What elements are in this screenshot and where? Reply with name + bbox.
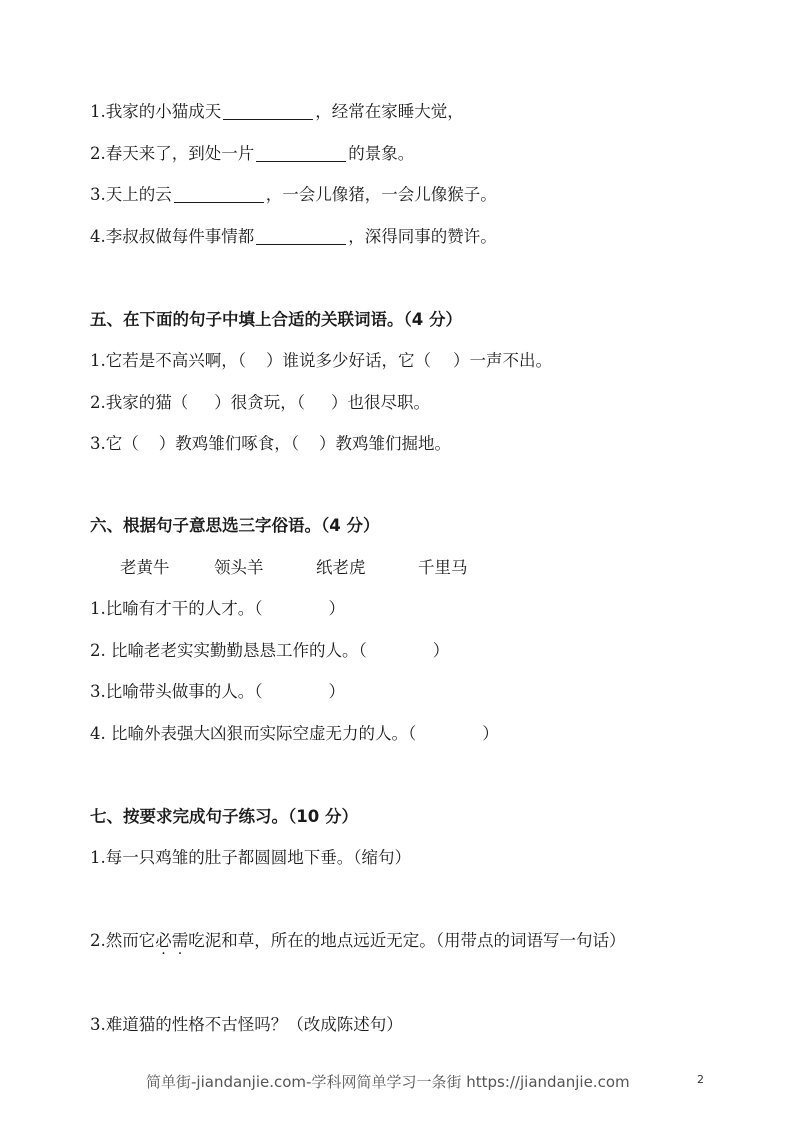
- fill-item-text: 3.天上的云: [90, 185, 172, 204]
- paren-close: ）: [328, 682, 345, 701]
- idiom-item-4: [90, 723, 499, 745]
- fill-item-text: 1.我家的小猫成天: [90, 102, 222, 121]
- answer-blank[interactable]: [256, 226, 346, 245]
- fill-item-1: [90, 101, 464, 123]
- conj-text: ）教鸡雏们掘地。: [319, 434, 451, 453]
- sentence-item-3: 3.难道猫的性格不古怪吗？（改成陈述句）: [90, 1015, 403, 1034]
- fill-item-text: 2.春天来了，到处一片: [90, 144, 255, 163]
- fill-item-4: [90, 226, 497, 248]
- conj-text: ）教鸡雏们啄食，（: [158, 434, 299, 453]
- section7-title: 七、按要求完成句子练习。（10 分）: [90, 807, 358, 826]
- conj-text: ）谁说多少好话，它（: [266, 351, 431, 370]
- fill-item-text: ，经常在家睡大觉，: [315, 102, 464, 121]
- paren-close: ）: [432, 641, 450, 660]
- idiom-question: 4. 比喻外表强大凶狠而实际空虚无力的人。（: [90, 724, 417, 743]
- conj-text: ）很贪玩，（: [214, 393, 305, 412]
- answer-blank[interactable]: [256, 143, 346, 162]
- fill-item-text: ，深得同事的赞许。: [348, 227, 497, 246]
- paren-close: ）: [328, 599, 345, 618]
- idiom-option: 纸老虎: [316, 558, 366, 577]
- dotted-char: 必: [155, 931, 172, 950]
- dotted-char: 需: [171, 931, 189, 950]
- fill-item-3: [90, 184, 497, 206]
- section6-title: 六、根据句子意思选三字俗语。（4 分）: [90, 516, 380, 535]
- sentence-item-1: 1.每一只鸡雏的肚子都圆圆地下垂。（缩句）: [90, 848, 411, 867]
- conj-item-1: [90, 350, 552, 372]
- idiom-option: 老黄牛: [120, 558, 170, 577]
- page-number: 2: [697, 1073, 704, 1086]
- conj-text: 2.我家的猫（: [90, 393, 189, 412]
- fill-item-text: ，一会儿像猪，一会儿像猴子。: [265, 185, 497, 204]
- idiom-item-3: [90, 681, 345, 703]
- paren-close: ）: [482, 724, 499, 743]
- sentence-text: 吃泥和草，所在的地点远近无定。（用带点的词语写一句话）: [188, 931, 626, 950]
- answer-blank[interactable]: [174, 184, 264, 203]
- idiom-item-1: [90, 598, 345, 620]
- sentence-text: 2.然而它: [90, 931, 156, 950]
- fill-item-text: 的景象。: [348, 144, 415, 163]
- conj-item-3: [90, 433, 451, 455]
- answer-blank[interactable]: [223, 101, 313, 120]
- fill-item-2: [90, 143, 414, 165]
- section5-title: 五、在下面的句子中填上合适的关联词语。（4 分）: [90, 310, 462, 329]
- conj-text: ）一声不出。: [453, 351, 552, 370]
- idiom-item-2: [90, 640, 449, 662]
- conj-item-2: [90, 392, 430, 414]
- conj-text: 1.它若是不高兴啊，（: [90, 351, 246, 370]
- idiom-question: 1.比喻有才干的人才。（: [90, 599, 263, 618]
- sentence-item-2: [90, 930, 626, 952]
- conj-text: 3.它（: [90, 434, 139, 453]
- fill-item-text: 4.李叔叔做每件事情都: [90, 227, 255, 246]
- idiom-question: 3.比喻带头做事的人。（: [90, 682, 263, 701]
- idiom-option: 领头羊: [214, 558, 264, 577]
- idiom-options: [120, 557, 468, 579]
- page-footer: 简单街-jiandanjie.com-学科网简单学习一条街 https://jiandanjie.com: [146, 1073, 630, 1091]
- idiom-question: 2. 比喻老老实实勤勤恳恳工作的人。（: [90, 641, 367, 660]
- idiom-option: 千里马: [418, 558, 468, 577]
- conj-text: ）也很尽职。: [331, 393, 430, 412]
